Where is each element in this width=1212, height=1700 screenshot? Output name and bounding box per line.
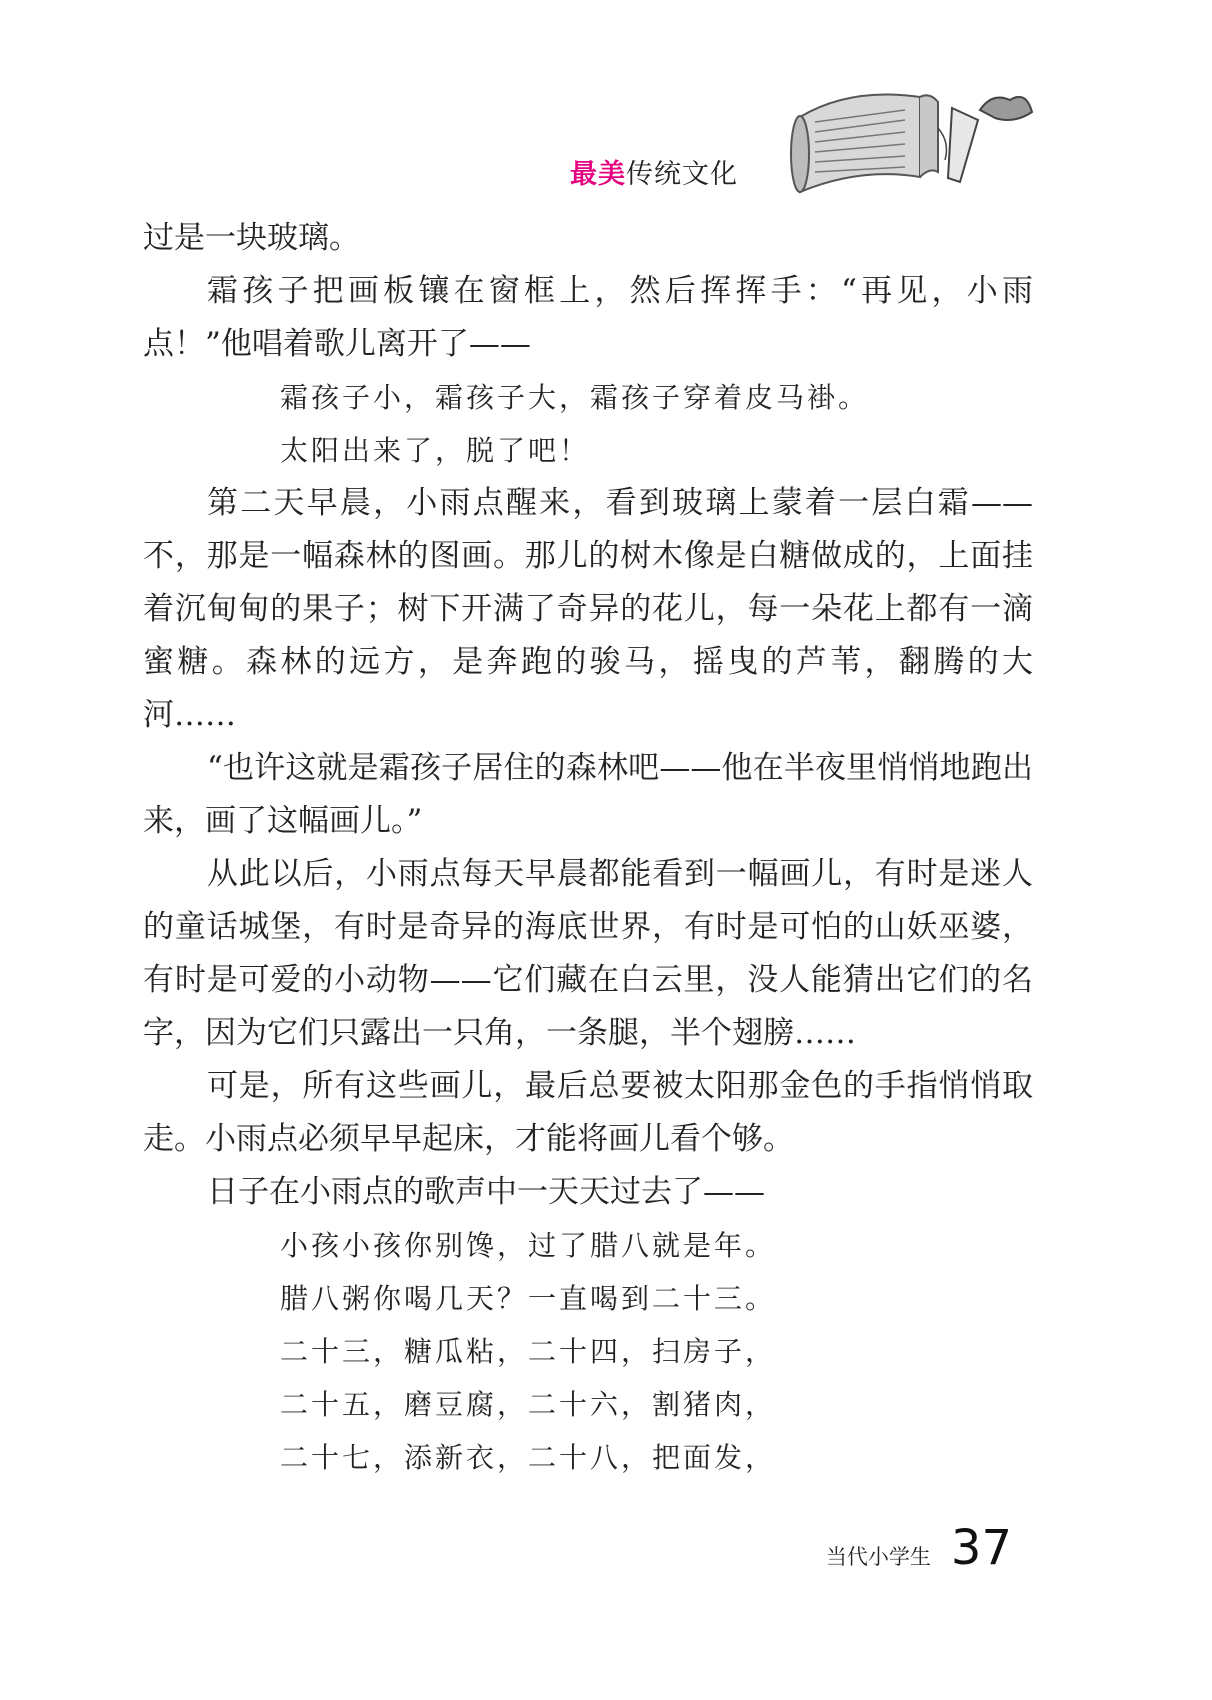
scroll-brush-icon [780, 82, 1040, 202]
section-header-title: 传统文化 [626, 159, 738, 190]
paragraph-1: 过是一块玻璃。 [143, 220, 360, 256]
section-header [570, 152, 738, 191]
paragraph-5: 从此以后，小雨点每天早晨都能看到一幅画儿，有时是迷人的童话城堡，有时是奇异的海底世界，有时是可怕的山妖巫婆，有时是可爱的小动物——它们藏在白云里，没人能猜出它们的名字，因为它们只露出一只角，一条腿，半个翅膀…… [143, 856, 1033, 1051]
verse-line-1: 霜孩子小，霜孩子大，霜孩子穿着皮马褂。 [280, 381, 870, 414]
article-body [143, 212, 1033, 1484]
paragraph-7: 日子在小雨点的歌声中一天天过去了—— [207, 1174, 765, 1210]
verse-line-4: 腊八粥你喝几天？一直喝到二十三。 [280, 1282, 777, 1315]
magazine-name: 当代小学生 [825, 1545, 931, 1569]
paragraph-6: 可是，所有这些画儿，最后总要被太阳那金色的手指悄悄取走。小雨点必须早早起床，才能将画儿看个够。 [143, 1068, 1033, 1157]
verse-line-6: 二十五，磨豆腐，二十六，割猪肉， [280, 1388, 777, 1421]
page-footer [826, 1520, 1012, 1576]
verse-line-2: 太阳出来了，脱了吧！ [280, 434, 591, 467]
paragraph-2: 霜孩子把画板镶在窗框上，然后挥挥手：“再见，小雨点！”他唱着歌儿离开了—— [143, 273, 1033, 362]
verse-line-5: 二十三，糖瓜粘，二十四，扫房子， [280, 1335, 777, 1368]
verse-line-7: 二十七，添新衣，二十八，把面发， [280, 1441, 777, 1474]
section-header-accent: 最美 [570, 159, 626, 190]
paragraph-3: 第二天早晨，小雨点醒来，看到玻璃上蒙着一层白霜——不，那是一幅森林的图画。那儿的树木像是白糖做成的，上面挂着沉甸甸的果子；树下开满了奇异的花儿，每一朵花上都有一滴蜜糖。森林的远方，是奔跑的骏马，摇曳的芦苇，翻腾的大河…… [143, 485, 1033, 733]
paragraph-4: “也许这就是霜孩子居住的森林吧——他在半夜里悄悄地跑出来，画了这幅画儿。” [143, 750, 1033, 839]
page-number: 37 [950, 1520, 1012, 1576]
verse-line-3: 小孩小孩你别馋，过了腊八就是年。 [280, 1229, 777, 1262]
